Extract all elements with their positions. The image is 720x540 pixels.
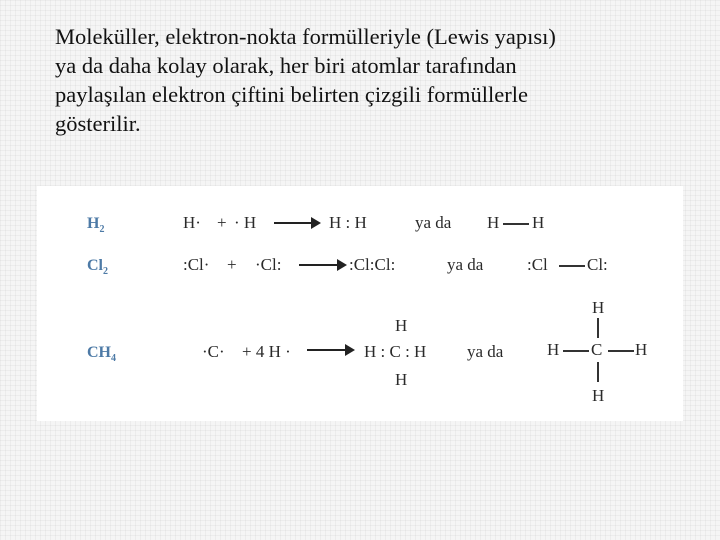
text-line-3: paylaşılan elektron çiftini belirten çizgili formüllerle: [55, 82, 528, 107]
text-line-2: ya da daha kolay olarak, her biri atomlar tarafından: [55, 53, 517, 78]
cl2-label: $Cl_2$: [87, 257, 108, 278]
h2-label: $H_2$: [87, 215, 105, 236]
ch4-bond-right: [608, 350, 634, 352]
ch4-plus-hydrogens: + 4 H ·: [242, 342, 291, 361]
ch4-line-atom-right: H: [635, 340, 648, 359]
ch4-bond-bottom: [597, 362, 599, 382]
h2-line-atom-left: H: [487, 213, 500, 232]
slide-text: [55, 22, 695, 138]
cl2-reactant-1: :Cl·: [183, 255, 210, 274]
lewis-structure-figure: [37, 186, 683, 421]
h2-or-text: ya da: [415, 213, 452, 232]
ch4-or-text: ya da: [467, 342, 504, 361]
ch4-product-center: H : C : H: [364, 342, 427, 361]
text-line-4: gösterilir.: [55, 111, 141, 136]
ch4-bond-top: [597, 318, 599, 338]
h2-single-bond: [503, 223, 529, 225]
ch4-line-atom-bottom: H: [592, 386, 605, 405]
cl2-line-atom-left: :Cl: [527, 255, 548, 274]
ch4-reactant-carbon: ·C·: [202, 342, 225, 361]
ch4-line-atom-top: H: [592, 298, 605, 317]
cl2-line-atom-right: Cl:: [587, 255, 608, 274]
cl2-plus: +: [227, 255, 237, 274]
cl2-reactant-2: ·Cl:: [255, 255, 282, 274]
cl2-single-bond: [559, 265, 585, 267]
h2-plus: +: [217, 213, 227, 232]
cl2-product: :Cl:Cl:: [349, 255, 396, 274]
h2-reactant-2: · H: [234, 213, 257, 232]
h2-line-atom-right: H: [532, 213, 545, 232]
ch4-product-top: H: [395, 316, 408, 335]
h2-arrow: [274, 222, 319, 224]
ch4-product-bottom: H: [395, 370, 408, 389]
ch4-line-atom-left: H: [547, 340, 560, 359]
h2-reactant-1: H·: [183, 213, 201, 232]
ch4-label: $CH_4$: [87, 344, 116, 365]
ch4-line-atom-center: C: [591, 340, 603, 359]
ch4-arrow: [307, 349, 353, 351]
cl2-arrow: [299, 264, 345, 266]
ch4-bond-left: [563, 350, 589, 352]
h2-product: H : H: [329, 213, 367, 232]
text-line-1: Moleküller, elektron-nokta formülleriyle (Lewis yapısı): [55, 24, 556, 49]
cl2-or-text: ya da: [447, 255, 484, 274]
